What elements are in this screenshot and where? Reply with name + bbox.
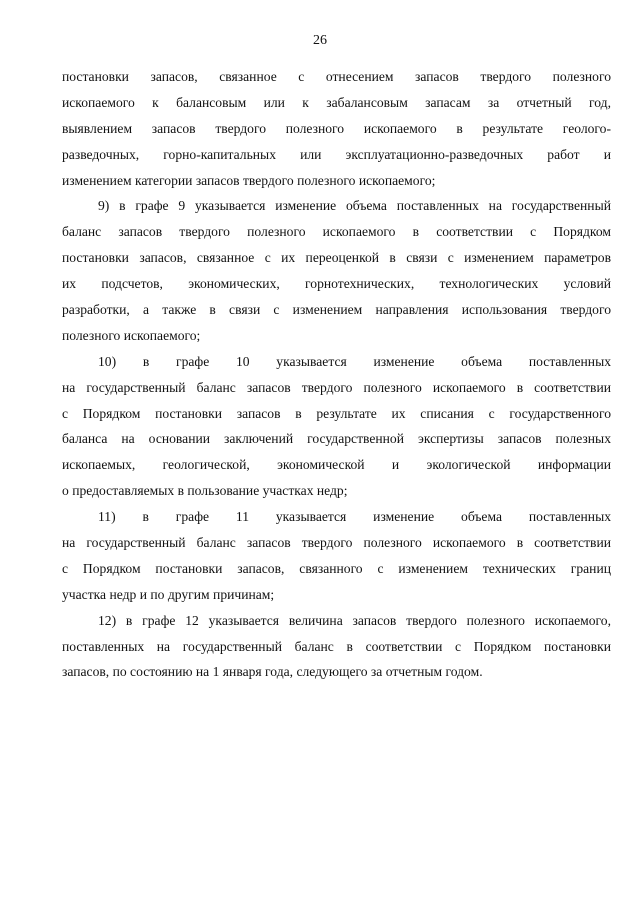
text-line: с Порядком постановки запасов в результате их списания с государственного xyxy=(62,405,611,421)
text-line: ископаемого к балансовым или к забалансовым запасам за отчетный год, xyxy=(62,94,611,110)
text-line: на государственный баланс запасов твердого полезного ископаемого в соответствии xyxy=(62,535,611,551)
text-line: постановки запасов, связанное с отнесением запасов твердого полезного xyxy=(62,69,611,84)
page-number: 26 xyxy=(313,33,327,48)
paragraph xyxy=(62,504,611,608)
text-line: на государственный баланс запасов твердого полезного ископаемого в соответствии xyxy=(62,379,611,395)
text-line: участка недр и по другим причинам; xyxy=(62,586,275,602)
paragraph xyxy=(62,349,611,504)
text-line: запасов, по состоянию на 1 января года, следующего за отчетным годом. xyxy=(62,664,483,680)
text-line: 9) в графе 9 указывается изменение объема поставленных на государственный xyxy=(98,198,611,214)
paragraph xyxy=(62,193,611,348)
text-line: 11) в графе 11 указывается изменение объема поставленных xyxy=(98,509,611,525)
paragraph xyxy=(62,608,611,686)
paragraph xyxy=(62,64,611,193)
text-line: изменением категории запасов твердого полезного ископаемого; xyxy=(62,172,436,188)
document-body xyxy=(62,64,611,685)
text-line: выявлением запасов твердого полезного ископаемого в результате геолого- xyxy=(62,120,611,136)
text-line: 10) в графе 10 указывается изменение объема поставленных xyxy=(98,353,611,369)
text-line: баланса на основании заключений государственной экспертизы запасов полезных xyxy=(62,431,611,447)
text-line: о предоставляемых в пользование участках недр; xyxy=(62,483,348,499)
text-line: полезного ископаемого; xyxy=(62,327,201,343)
text-line: с Порядком постановки запасов, связанного с изменением технических границ xyxy=(62,560,611,576)
text-line: ископаемых, геологической, экономической и экологической информации xyxy=(62,457,611,473)
text-line: 12) в графе 12 указывается величина запасов твердого полезного ископаемого, xyxy=(98,612,611,628)
text-line: постановки запасов, связанное с их переоценкой в связи с изменением параметров xyxy=(62,250,611,266)
text-line: поставленных на государственный баланс в соответствии с Порядком постановки xyxy=(62,638,611,654)
text-line: баланс запасов твердого полезного ископаемого в соответствии с Порядком xyxy=(62,224,611,240)
text-line: разведочных, горно-капитальных или эксплуатационно-разведочных работ и xyxy=(62,146,611,162)
text-line: их подсчетов, экономических, горнотехнических, технологических условий xyxy=(62,276,611,292)
text-line: разработки, а также в связи с изменением направления использования твердого xyxy=(62,302,611,318)
